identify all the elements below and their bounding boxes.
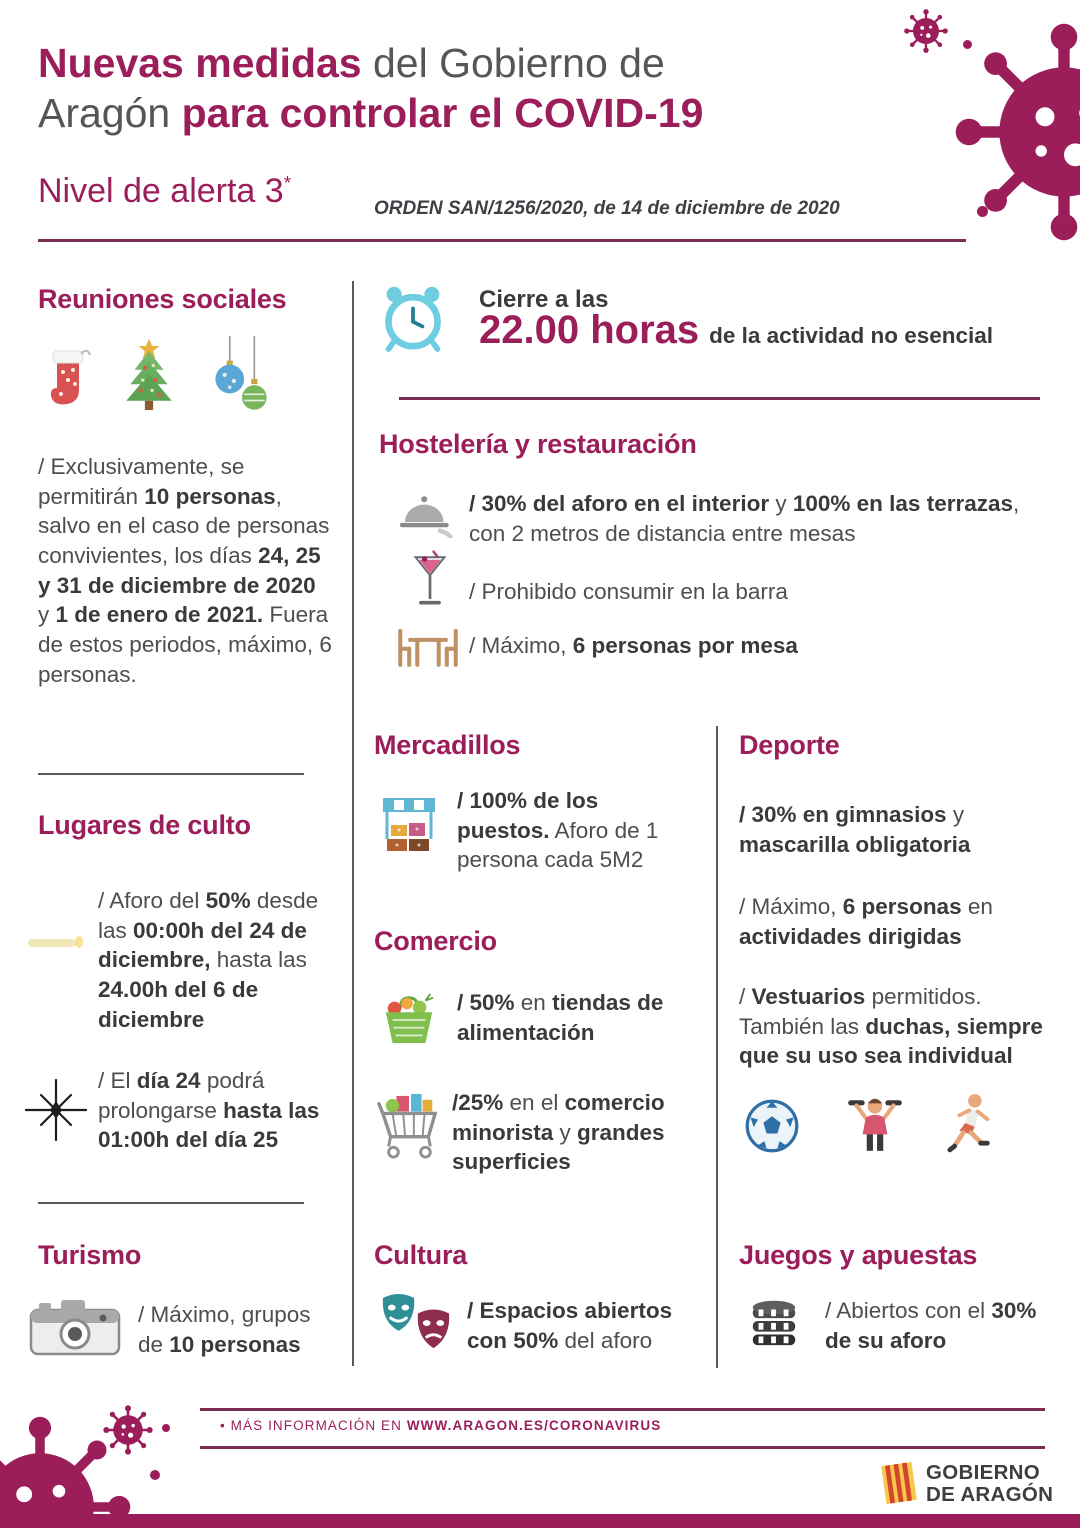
footer-rule xyxy=(200,1408,1045,1411)
closure-line2 xyxy=(479,308,993,353)
hosteleria-item: / Prohibido consumir en la barra xyxy=(469,579,788,604)
section-heading-mercadillos: Mercadillos xyxy=(374,730,521,760)
deporte-item: / 30% en gimnasios y mascarilla obligatoria xyxy=(739,802,971,857)
section-heading-culto: Lugares de culto xyxy=(38,810,251,840)
section-heading-turismo: Turismo xyxy=(38,1240,142,1270)
left-divider xyxy=(38,773,304,775)
grocery-basket-icon xyxy=(381,990,437,1048)
section-heading-hosteleria: Hostelería y restauración xyxy=(379,429,697,459)
closure-suffix: de la actividad no esencial xyxy=(709,323,994,348)
hosteleria-item: / Máximo, 6 personas por mesa xyxy=(469,633,798,658)
sparkle-star-icon xyxy=(24,1078,88,1142)
reuniones-text: / Exclusivamente, se permitirán 10 personas, salvo en el caso de personas convivientes, los días 24, 25 y 31 de diciembre de 2020 y 1 de enero de 2021. Fuera de estos periodos, máximo, 6 personas. xyxy=(38,454,332,687)
juegos-item: / Abiertos con el 30% de su aforo xyxy=(825,1298,1037,1353)
order-reference: ORDEN SAN/1256/2020, de 14 de diciembre de 2020 xyxy=(374,198,840,219)
christmas-tree-icon xyxy=(118,336,180,418)
poker-chips-icon xyxy=(747,1292,801,1352)
virus-dot xyxy=(977,206,988,217)
vertical-divider xyxy=(352,281,354,1366)
hosteleria-item: / 30% del aforo en el interior y 100% en las terrazas, con 2 metros de distancia entre mesas xyxy=(469,491,1020,546)
cultura-item: / Espacios abiertos con 50% del aforo xyxy=(467,1298,673,1353)
footer-rule xyxy=(200,1446,1045,1449)
cloche-icon xyxy=(398,492,454,538)
virus-icon xyxy=(903,8,949,54)
section-heading-juegos: Juegos y apuestas xyxy=(739,1240,978,1270)
section-heading-deporte: Deporte xyxy=(739,730,840,760)
runner-icon xyxy=(946,1090,996,1156)
candle-icon xyxy=(26,934,86,950)
baubles-icon xyxy=(208,336,272,422)
logo-line1: GOBIERNO xyxy=(926,1461,1041,1484)
turismo-item: / Máximo, grupos de 10 personas xyxy=(138,1302,311,1357)
soccer-ball-icon xyxy=(744,1098,800,1154)
section-heading-cultura: Cultura xyxy=(374,1240,468,1270)
vertical-divider xyxy=(716,726,718,1368)
page-title-line1: Nuevas medidas del Gobierno de xyxy=(38,40,665,86)
alert-level xyxy=(38,172,291,211)
closure-time: 22.00 horas xyxy=(479,308,700,352)
closure-line1: Cierre a las xyxy=(479,286,609,313)
cocktail-icon xyxy=(410,546,450,612)
section-heading-reuniones: Reuniones sociales xyxy=(38,284,287,314)
alert-asterisk: * xyxy=(283,173,292,195)
virus-dot xyxy=(963,40,972,49)
comercio-item: /25% en el comercio minorista y grandes superficies xyxy=(452,1090,665,1175)
market-stall-icon xyxy=(381,792,437,856)
virus-dot xyxy=(150,1470,160,1480)
alarm-clock-icon xyxy=(380,281,446,353)
virus-icon xyxy=(950,18,1080,246)
culto-item: / Aforo del 50% desde las 00:00h del 24 de diciembre, hasta las 24.00h del 6 de diciembre xyxy=(98,888,319,1032)
virus-dot xyxy=(162,1424,170,1432)
deporte-item: / Máximo, 6 personas en actividades dirigidas xyxy=(739,894,993,949)
mercadillos-item: / 100% de los puestos. Aforo de 1 persona cada 5M2 xyxy=(457,788,659,873)
theater-masks-icon xyxy=(377,1292,455,1358)
footer-info-text: • MÁS INFORMACIÓN EN WWW.ARAGON.ES/CORONAVIRUS xyxy=(220,1418,662,1433)
aragon-flag-icon xyxy=(878,1458,920,1508)
header-rule xyxy=(38,239,966,242)
shopping-cart-icon xyxy=(377,1086,441,1166)
section-heading-comercio: Comercio xyxy=(374,926,497,956)
left-divider xyxy=(38,1202,304,1204)
alert-level-text: Nivel de alerta 3 xyxy=(38,172,284,210)
deporte-item: / Vestuarios permitidos. También las duchas, siempre que su uso sea individual xyxy=(739,984,1043,1069)
culto-item: / El día 24 podrá prolongarse hasta las 01:00h del día 25 xyxy=(98,1068,320,1153)
bottom-bar xyxy=(0,1514,1080,1528)
stocking-icon xyxy=(42,346,96,416)
weightlifter-icon xyxy=(846,1092,904,1156)
closure-rule xyxy=(399,397,1040,400)
table-chairs-icon xyxy=(394,625,462,669)
camera-icon xyxy=(28,1294,122,1358)
page-title-line2: Aragón para controlar el COVID-19 xyxy=(38,90,704,136)
comercio-item: / 50% en tiendas de alimentación xyxy=(457,990,664,1045)
virus-icon xyxy=(102,1404,154,1456)
logo-line2: DE ARAGÓN xyxy=(926,1483,1054,1506)
